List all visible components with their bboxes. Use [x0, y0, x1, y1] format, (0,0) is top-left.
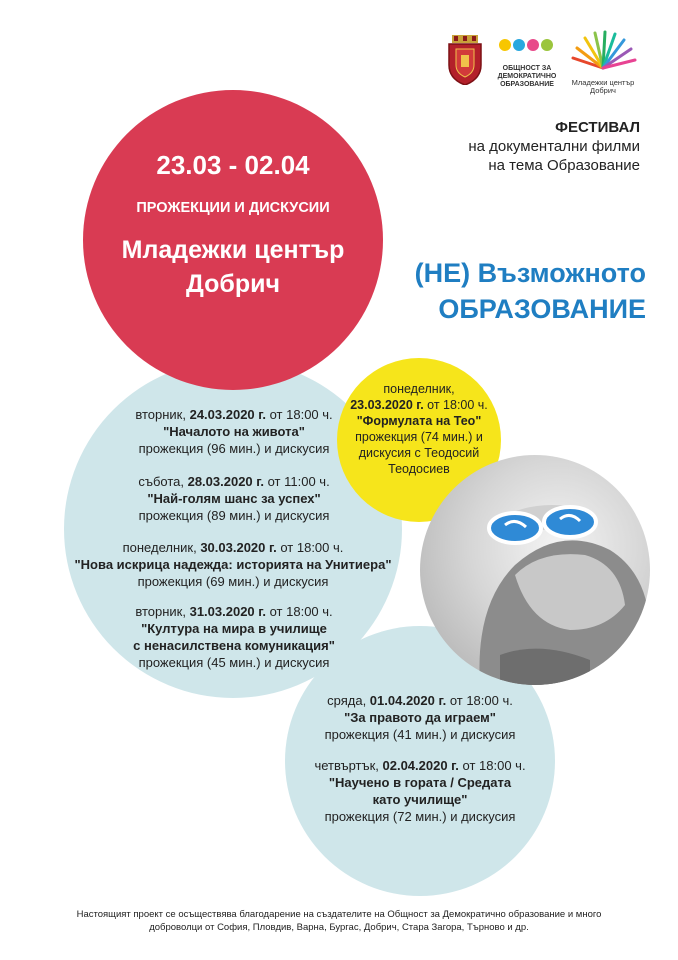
- event-day: вторник,: [135, 604, 190, 619]
- festival-label: ФЕСТИВАЛ: [555, 119, 640, 136]
- event-film: "Началото на живота": [163, 424, 305, 439]
- festival-subtitle-2: на тема Образование: [488, 157, 640, 174]
- event-day: вторник,: [135, 407, 190, 422]
- event-day: четвъртък,: [314, 758, 383, 773]
- footer-line-1: Настоящият проект се осъществява благодарение на създателите на Общност за Демократично образование и много: [76, 909, 602, 920]
- event-time: от 18:00 ч.: [446, 693, 513, 708]
- hero-venue-line1: Младежки център: [121, 236, 345, 264]
- event-desc-1: прожекция (74 мин.) и: [355, 430, 483, 444]
- title-word2: ОБРАЗОВАНИЕ: [438, 294, 646, 324]
- event-film: "Нова искрица надежда: историята на Унитиера": [74, 557, 392, 572]
- event-day: сряда,: [327, 693, 370, 708]
- main-title: [376, 255, 646, 327]
- event-film: "Научено в гората / Средата: [328, 775, 512, 790]
- event-item: [84, 473, 384, 524]
- festival-heading: [468, 118, 640, 175]
- event-desc: прожекция (89 мин.) и дискусия: [138, 508, 330, 523]
- event-day: събота,: [138, 474, 188, 489]
- hero-venue-line2: Добрич: [186, 270, 280, 298]
- event-film-line2: с ненасилствена комуникация": [133, 638, 335, 653]
- event-film: "Най-голям шанс за успех": [147, 491, 321, 506]
- event-desc-3: Теодосиев: [388, 462, 450, 476]
- footer-credits: [0, 908, 678, 934]
- event-item: [300, 692, 540, 743]
- hero-dates: 23.03 - 02.04: [156, 150, 310, 180]
- event-film-line2: като училище": [372, 792, 468, 807]
- event-date: 01.04.2020 г.: [369, 693, 447, 708]
- youth-center-logo: [563, 28, 643, 95]
- event-film: "За правото да играем": [344, 710, 496, 725]
- event-date: 02.04.2020 г.: [382, 758, 459, 773]
- event-film: "Формулата на Тео": [356, 414, 482, 428]
- event-day: понеделник,: [122, 540, 201, 555]
- event-desc: прожекция (72 мин.) и дискусия: [324, 809, 516, 824]
- event-item: [300, 757, 540, 825]
- title-prefix: (НЕ): [414, 258, 471, 288]
- youth-center-text: Младежки център Добрич: [571, 78, 635, 95]
- event-day: понеделник,: [383, 382, 455, 396]
- hero-subtitle: ПРОЖЕКЦИИ И ДИСКУСИИ: [136, 200, 330, 216]
- event-date: 28.03.2020 г.: [187, 474, 264, 489]
- democratic-education-text: ОБЩНОСТ ЗА ДЕМОКРАТИЧНО ОБРАЗОВАНИЕ: [497, 65, 557, 88]
- event-time: от 18:00 ч.: [458, 758, 526, 773]
- event-time: от 18:00 ч.: [276, 540, 344, 555]
- event-time: от 18:00 ч.: [423, 398, 488, 412]
- event-time: от 18:00 ч.: [266, 407, 333, 422]
- festival-subtitle-1: на документални филми: [468, 138, 640, 155]
- event-date: 31.03.2020 г.: [189, 604, 266, 619]
- event-desc: прожекция (41 мин.) и дискусия: [324, 727, 516, 742]
- event-desc: прожекция (69 мин.) и дискусия: [137, 574, 329, 589]
- event-film: "Култура на мира в училище: [141, 621, 327, 636]
- event-date: 30.03.2020 г.: [200, 540, 277, 555]
- event-time: от 18:00 ч.: [266, 604, 333, 619]
- event-time: от 11:00 ч.: [264, 474, 330, 489]
- event-date: 24.03.2020 г.: [189, 407, 266, 422]
- footer-line-2: доброволци от София, Пловдив, Варна, Бургас, Добрич, Стара Загора, Търново и др.: [149, 922, 529, 933]
- event-item: [84, 603, 384, 671]
- event-item: [64, 539, 402, 590]
- event-item: [84, 406, 384, 457]
- event-desc: прожекция (96 мин.) и дискусия: [138, 441, 330, 456]
- event-desc: прожекция (45 мин.) и дискусия: [138, 655, 330, 670]
- title-word1: Възможното: [477, 258, 646, 288]
- girl-with-sunglasses-photo: [420, 455, 650, 685]
- event-date: 23.03.2020 г.: [350, 398, 424, 412]
- event-desc-2: дискусия с Теодосий: [358, 446, 480, 460]
- sunburst-icon: [563, 28, 643, 74]
- colored-circles-icon: [497, 35, 557, 55]
- dobrich-coat-of-arms-logo: [446, 35, 484, 85]
- democratic-education-logo: [497, 35, 557, 90]
